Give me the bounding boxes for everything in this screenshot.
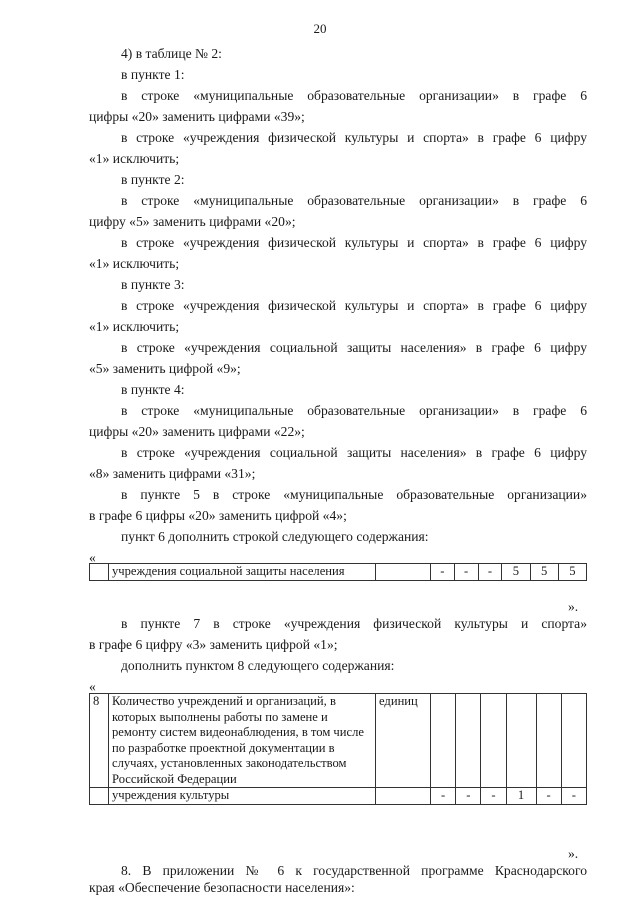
text-line: цифры «20» заменить цифрами «22»; [89, 424, 305, 439]
text-line: дополнить пунктом 8 следующего содержания: [121, 658, 395, 673]
table-cell-name: учреждения социальной защиты населения [109, 564, 376, 581]
open-quote: « [89, 550, 96, 565]
text-line: в пункте 7 в строке «учреждения физической культуры и спорта» [121, 616, 587, 631]
text-line: «1» исключить; [89, 319, 180, 334]
text-line: пункт 6 дополнить строкой следующего содержания: [121, 529, 429, 544]
close-quote: ». [568, 599, 579, 614]
text-line: края «Обеспечение безопасности населения»: [89, 880, 355, 895]
table-cell-name: Количество учреждений и организаций, в которых выполнены работы по замене и ремонту систем видеонаблюдения, в том числе по разработке проектной документации в случаях, установленных законодательством Российской Федерации [109, 694, 376, 788]
text-line: «5» заменить цифрой «9»; [89, 361, 241, 376]
text-line: «1» исключить; [89, 256, 180, 271]
table-cell-value: - [454, 564, 478, 581]
text-line: в графе 6 цифру «3» заменить цифрой «1»; [89, 637, 338, 652]
table-cell-value [561, 694, 586, 788]
table-cell-value: - [561, 788, 586, 805]
table-row [90, 564, 587, 581]
text-line: в строке «муниципальные образовательные организации» в графе 6 [121, 403, 587, 418]
table-cell-value: - [536, 788, 561, 805]
text-line: в строке «учреждения социальной защиты населения» в графе 6 цифру [121, 340, 587, 355]
text-line: в строке «учреждения физической культуры и спорта» в графе 6 цифру [121, 298, 587, 313]
table-cell-value: 5 [530, 564, 558, 581]
text-line: в пункте 4: [121, 382, 185, 397]
open-quote: « [89, 679, 96, 694]
table-cell-value [536, 694, 561, 788]
table-cell-unit [376, 788, 431, 805]
text-line: в строке «учреждения физической культуры и спорта» в графе 6 цифру [121, 130, 587, 145]
table-cell-unit [376, 564, 431, 581]
table-cell-value: 5 [502, 564, 530, 581]
table-cell-value [431, 694, 456, 788]
text-line: в строке «муниципальные образовательные организации» в графе 6 [121, 193, 587, 208]
text-line: в пункте 3: [121, 277, 185, 292]
text-line: «1» исключить; [89, 151, 180, 166]
table-cell-num [90, 788, 109, 805]
text-line: 8. В приложении № 6 к государственной программе Краснодарского [121, 863, 587, 878]
table-cell-value: - [456, 788, 481, 805]
page-number: 20 [313, 21, 327, 36]
table-cell-value: 1 [506, 788, 536, 805]
text-line: цифры «20» заменить цифрами «39»; [89, 109, 305, 124]
text-line: в строке «учреждения физической культуры и спорта» в графе 6 цифру [121, 235, 587, 250]
table-cell-value: - [481, 788, 506, 805]
table-cell-value: - [478, 564, 502, 581]
table-cell-unit: единиц [376, 694, 431, 788]
text-line: в строке «муниципальные образовательные организации» в графе 6 [121, 88, 587, 103]
text-line: в пункте 5 в строке «муниципальные образовательные организации» [121, 487, 587, 502]
table-cell-value: - [431, 564, 455, 581]
close-quote: ». [568, 846, 579, 861]
table-cell-value [481, 694, 506, 788]
table-cell-num [90, 564, 109, 581]
table-row [90, 694, 587, 788]
table-row [90, 788, 587, 805]
table-cell-value [456, 694, 481, 788]
table-cell-value [506, 694, 536, 788]
text-line: 4) в таблице № 2: [121, 46, 222, 61]
table-cell-value: - [431, 788, 456, 805]
table-insert-2 [89, 693, 587, 805]
text-line: цифру «5» заменить цифрами «20»; [89, 214, 296, 229]
text-line: в пункте 2: [121, 172, 185, 187]
text-line: в пункте 1: [121, 67, 185, 82]
text-line: в строке «учреждения социальной защиты населения» в графе 6 цифру [121, 445, 587, 460]
table-cell-num: 8 [90, 694, 109, 788]
text-line: «8» заменить цифрами «31»; [89, 466, 256, 481]
text-line: в графе 6 цифры «20» заменить цифрой «4»; [89, 508, 347, 523]
table-insert-1 [89, 563, 587, 581]
table-cell-name: учреждения культуры [109, 788, 376, 805]
table-cell-value: 5 [558, 564, 586, 581]
